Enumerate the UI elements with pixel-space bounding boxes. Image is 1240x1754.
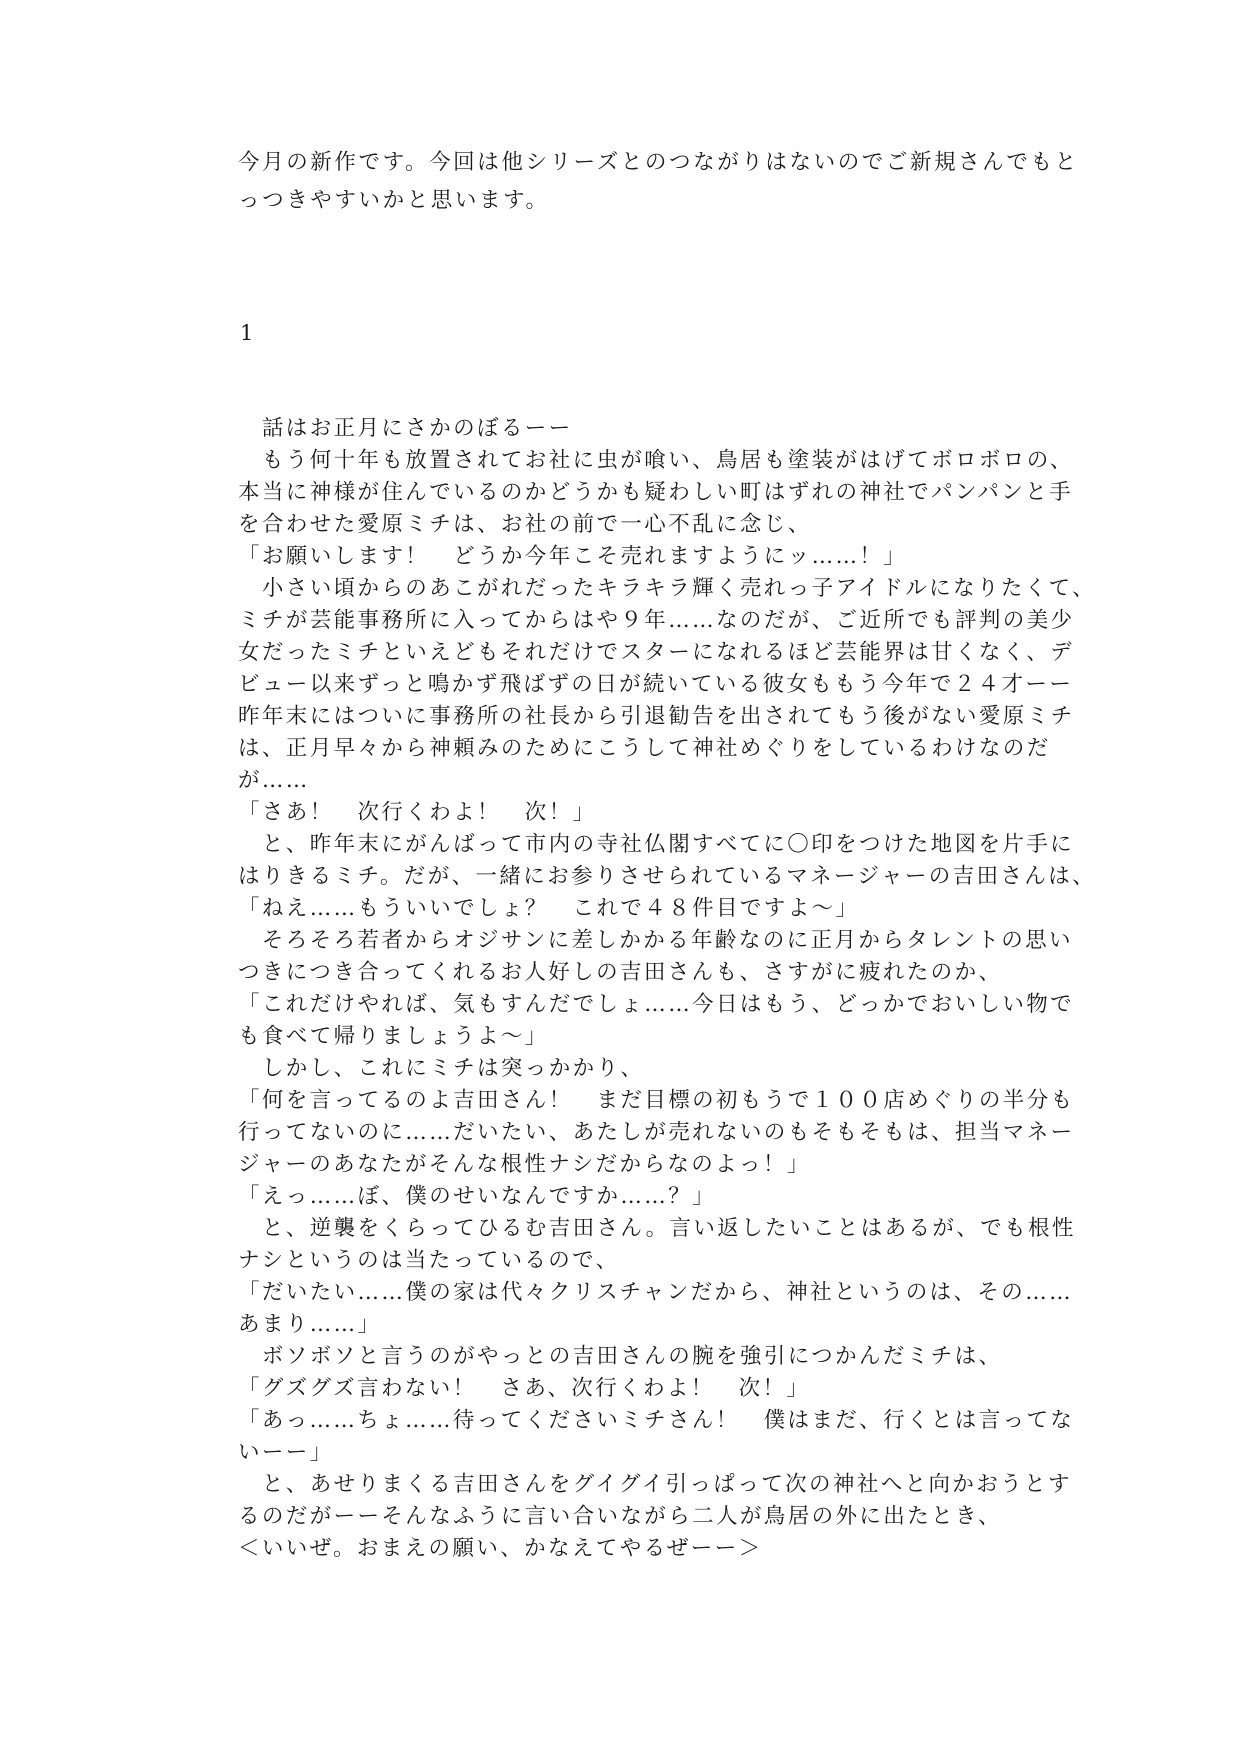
body-line: 「お願いします！ どうか今年こそ売れますようにッ……！」	[238, 544, 908, 569]
body-line: 昨年末にはついに事務所の社長から引退勧告を出されてもう後がない愛原ミチ	[238, 704, 1075, 729]
body-line: つきにつき合ってくれるお人好しの吉田さんも、さすがに疲れたのか、	[238, 960, 1003, 985]
body-line: 「えっ……ぼ、僕のせいなんですか……？」	[238, 1184, 717, 1209]
body-line: も食べて帰りましょうよ～」	[238, 1024, 549, 1049]
body-line: 本当に神様が住んでいるのかどうかも疑わしい町はずれの神社でパンパンと手	[238, 480, 1073, 505]
body-line: 小さい頃からのあこがれだったキラキラ輝く売れっ子アイドルになりたくて、	[238, 576, 1097, 601]
body-line: 「さあ！ 次行くわよ！ 次！」	[238, 800, 597, 825]
body-line: と、あせりまくる吉田さんをグイグイ引っぱって次の神社へと向かおうとす	[238, 1472, 1072, 1497]
body-line: ＜いいぜ。おまえの願い、かなえてやるぜーー＞	[238, 1536, 763, 1561]
body-line: もう何十年も放置されてお社に虫が喰い、鳥居も塗装がはげてボロボロの、	[238, 448, 1074, 473]
body-line: 「これだけやれば、気もすんだでしょ……今日はもう、どっかでおいしい物で	[238, 992, 1075, 1017]
body-line: るのだがーーそんなふうに言い合いながら二人が鳥居の外に出たとき、	[238, 1504, 1002, 1529]
body-line: あまり……」	[238, 1312, 382, 1337]
body-line: ビュー以来ずっと鳴かず飛ばずの日が続いている彼女ももう今年で２４才ーー	[238, 672, 1074, 697]
body-line: ジャーのあなたがそんな根性ナシだからなのよっ！」	[238, 1152, 811, 1177]
body-line: しかし、これにミチは突っかかり、	[238, 1056, 645, 1081]
body-line: と、昨年末にがんばって市内の寺社仏閣すべてに〇印をつけた地図を片手に	[238, 832, 1075, 857]
body-line: ナシというのは当たっているので、	[238, 1248, 620, 1273]
body-line: と、逆襲をくらってひるむ吉田さん。言い返したいことはあるが、でも根性	[238, 1216, 1076, 1241]
body-line: ミチが芸能事務所に入ってからはや９年……なのだが、ご近所でも評判の美少	[238, 608, 1075, 633]
body-line: そろそろ若者からオジサンに差しかかる年齢なのに正月からタレントの思い	[238, 928, 1073, 953]
intro-line: っつきやすいかと思います。	[238, 188, 550, 213]
body-line: 「グズグズ言わない！ さあ、次行くわよ！ 次！」	[238, 1376, 811, 1401]
body-line: が……	[238, 768, 310, 793]
body-line: 「だいたい……僕の家は代々クリスチャンだから、神社というのは、その……	[238, 1280, 1073, 1305]
body-line: いーー」	[238, 1440, 334, 1465]
chapter-number: 1	[240, 321, 254, 345]
body-line: を合わせた愛原ミチは、お社の前で一心不乱に念じ、	[238, 512, 812, 537]
body-line: 行ってないのに……だいたい、あたしが売れないのもそもそもは、担当マネー	[238, 1120, 1075, 1145]
body-line: 女だったミチといえどもそれだけでスターになれるほど芸能界は甘くなく、デ	[238, 640, 1075, 665]
body-line: はりきるミチ。だが、一緒にお参りさせられているマネージャーの吉田さんは、	[238, 864, 1097, 889]
body-line: 「ねえ……もういいでしょ？ これで４８件目ですよ～」	[238, 896, 860, 921]
body-line: ボソボソと言うのがやっとの吉田さんの腕を強引につかんだミチは、	[238, 1344, 1003, 1369]
body-line: 話はお正月にさかのぼるーー	[238, 416, 573, 441]
intro-line: 今月の新作です。今回は他シリーズとのつながりはないのでご新規さんでもと	[238, 150, 1079, 175]
body-line: 「あっ……ちょ……待ってくださいミチさん！ 僕はまだ、行くとは言ってな	[238, 1408, 1075, 1433]
body-line: 「何を言ってるのよ吉田さん！ まだ目標の初もうで１００店めぐりの半分も	[238, 1088, 1075, 1113]
body-line: は、正月早々から神頼みのためにこうして神社めぐりをしているわけなのだ	[238, 736, 1051, 761]
